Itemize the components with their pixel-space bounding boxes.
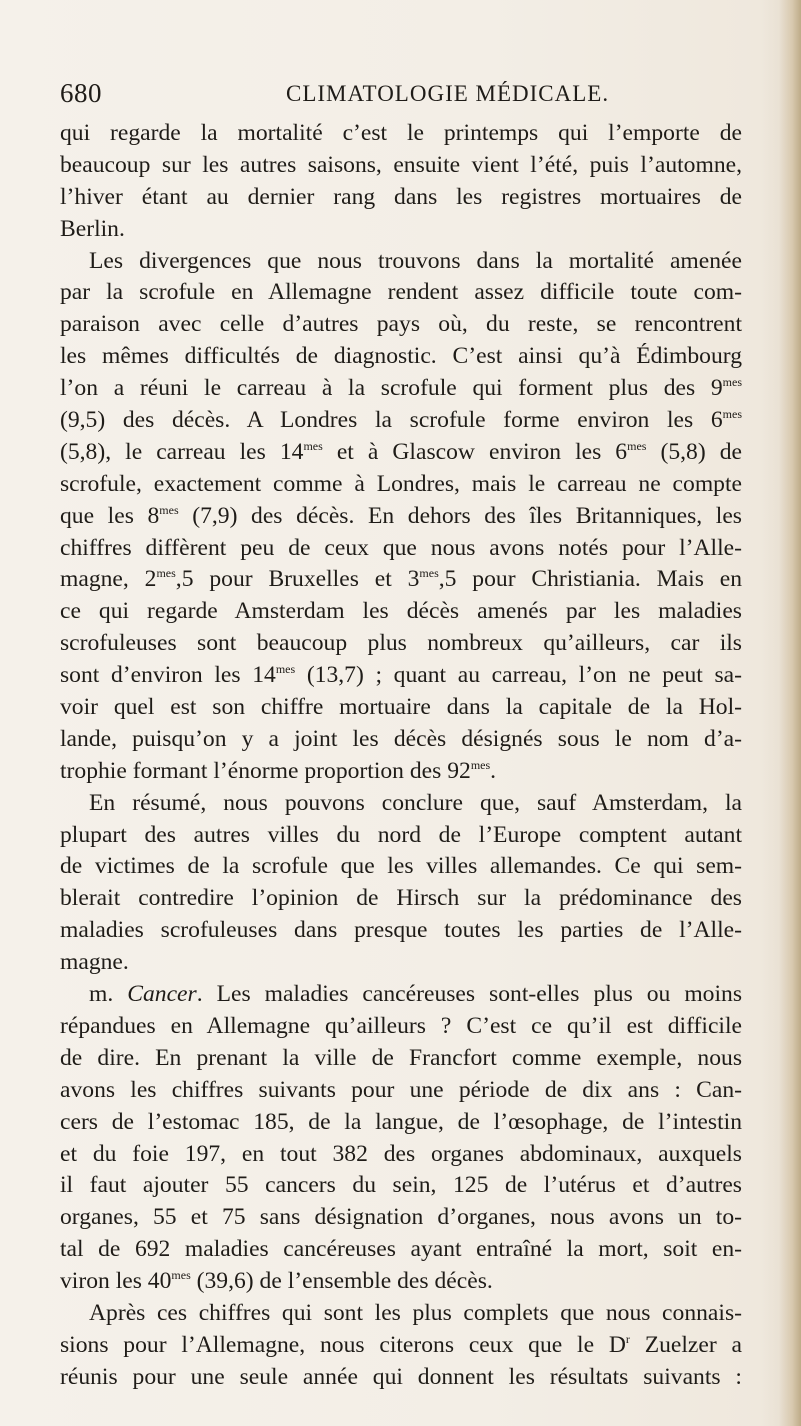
text-line: trophie formant l’énorme proportion des $92^{mes}$. xyxy=(60,757,497,784)
paragraph-start-line: En résumé, nous pouvons conclure que, sauf Amsterdam, la xyxy=(89,789,742,816)
superscript: r xyxy=(625,1331,630,1346)
text-line: Berlin. xyxy=(60,215,125,242)
text-line: ce qui regarde Amsterdam les décès amenés par les maladies xyxy=(60,598,742,625)
paragraph-start-line: Les divergences que nous trouvons dans la mortalité amenée xyxy=(89,247,742,274)
text-line: et du foie 197, en tout 382 des organes abdominaux, auxquels xyxy=(60,1140,742,1167)
text-line: paraison avec celle d’autres pays où, du reste, se rencontrent xyxy=(60,311,742,338)
text-line: (5,8), le carreau les $14^{mes}$ et à Glascow environ les $6^{mes}$ (5,8) de xyxy=(60,438,742,465)
text-line: tal de 692 maladies cancéreuses ayant entraîné la mort, soit en- xyxy=(60,1236,742,1263)
text-line: de dire. En prenant la ville de Francfort comme exemple, nous xyxy=(60,1044,742,1071)
text-line: chiffres diffèrent peu de ceux que nous avons notés pour l’Alle- xyxy=(60,534,742,561)
text-line: de victimes de la scrofule que les villes allemandes. Ce qui sem- xyxy=(60,853,742,880)
text-line: il faut ajouter 55 cancers du sein, 125 de l’utérus et d’autres xyxy=(60,1172,742,1199)
text-line: maladies scrofuleuses dans presque toutes les parties de l’Alle- xyxy=(60,917,742,944)
page-edge-stain xyxy=(779,0,801,1426)
text-line: voir quel est son chiffre mortuaire dans la capitale de la Hol- xyxy=(60,694,742,721)
text-line: sions pour l’Allemagne, nous citerons ceux que le $D^r$ Zuelzer a xyxy=(60,1331,742,1358)
text-line: (9,5) des décès. A Londres la scrofule forme environ les $6^{mes}$ xyxy=(60,407,742,434)
page-number: 680 xyxy=(60,78,102,108)
text-line: blerait contredire l’opinion de Hirsch sur la prédominance des xyxy=(60,885,742,912)
text-line: par la scrofule en Allemagne rendent assez difficile toute com- xyxy=(60,279,742,306)
paragraph-start-line: Après ces chiffres qui sont les plus complets que nous connais- xyxy=(89,1299,742,1326)
text-line: qui regarde la mortalité c’est le printemps qui l’emporte de xyxy=(60,120,742,146)
text-line: organes, 55 et 75 sans désignation d’organes, nous avons un to- xyxy=(60,1204,742,1231)
text-line: cers de l’estomac 185, de la langue, de l’œsophage, de l’intestin xyxy=(60,1108,742,1135)
text-line: réunis pour une seule année qui donnent les résultats suivants : xyxy=(60,1363,742,1390)
section-title-cancer: Cancer xyxy=(127,981,197,1008)
superscript: mes xyxy=(303,438,323,453)
text-line: viron les $40^{mes}$ (39,6) de l’ensemble des décès. xyxy=(60,1268,493,1295)
superscript: mes xyxy=(156,566,176,581)
text-line: les mêmes difficultés de diagnostic. C’est ainsi qu’à Édimbourg xyxy=(60,343,742,370)
text-line: plupart des autres villes du nord de l’Europe comptent autant xyxy=(60,821,742,848)
superscript: mes xyxy=(275,662,296,677)
superscript: mes xyxy=(470,757,491,772)
text-line: scrofuleuses sont beaucoup plus nombreux qu’ailleurs, car ils xyxy=(60,630,742,657)
superscript: mes xyxy=(627,438,647,453)
superscript: mes xyxy=(722,375,742,390)
section-start-line: m. Cancer. Les maladies cancéreuses sont-elles plus ou moins xyxy=(89,981,742,1008)
superscript: mes xyxy=(171,1268,191,1283)
text-line: beaucoup sur les autres saisons, ensuite vient l’été, puis l’automne, xyxy=(60,151,742,178)
text-line: l’hiver étant au dernier rang dans les registres mortuaires de xyxy=(60,183,742,210)
text-line: sont d’environ les $14^{mes}$ (13,7) ; quant au carreau, l’on ne peut sa- xyxy=(60,662,742,689)
superscript: mes xyxy=(722,407,742,422)
body-text xyxy=(60,118,742,1394)
superscript: mes xyxy=(159,502,179,517)
text-line: répandues en Allemagne qu’ailleurs ? C’est ce qu’il est difficile xyxy=(60,1012,742,1039)
text-line: scrofule, exactement comme à Londres, mais le carreau ne compte xyxy=(60,470,742,497)
page-header xyxy=(60,78,740,118)
text-line: magne, $2^{mes},5$ pour Bruxelles et $3^{mes},5$ pour Christiania. Mais en xyxy=(60,566,742,593)
text-line: lande, puisqu’on y a joint les décès désignés sous le nom d’a- xyxy=(60,725,742,752)
text-line: avons les chiffres suivants pour une période de dix ans : Can- xyxy=(60,1076,742,1103)
superscript: mes xyxy=(419,566,439,581)
text-line: l’on a réuni le carreau à la scrofule qui forment plus des $9^{mes}$ xyxy=(60,375,742,402)
text-line: que les $8^{mes}$ (7,9) des décès. En dehors des îles Britanniques, les xyxy=(60,502,742,529)
text-line: magne. xyxy=(60,949,129,976)
running-head: CLIMATOLOGIE MÉDICALE. xyxy=(286,81,610,106)
